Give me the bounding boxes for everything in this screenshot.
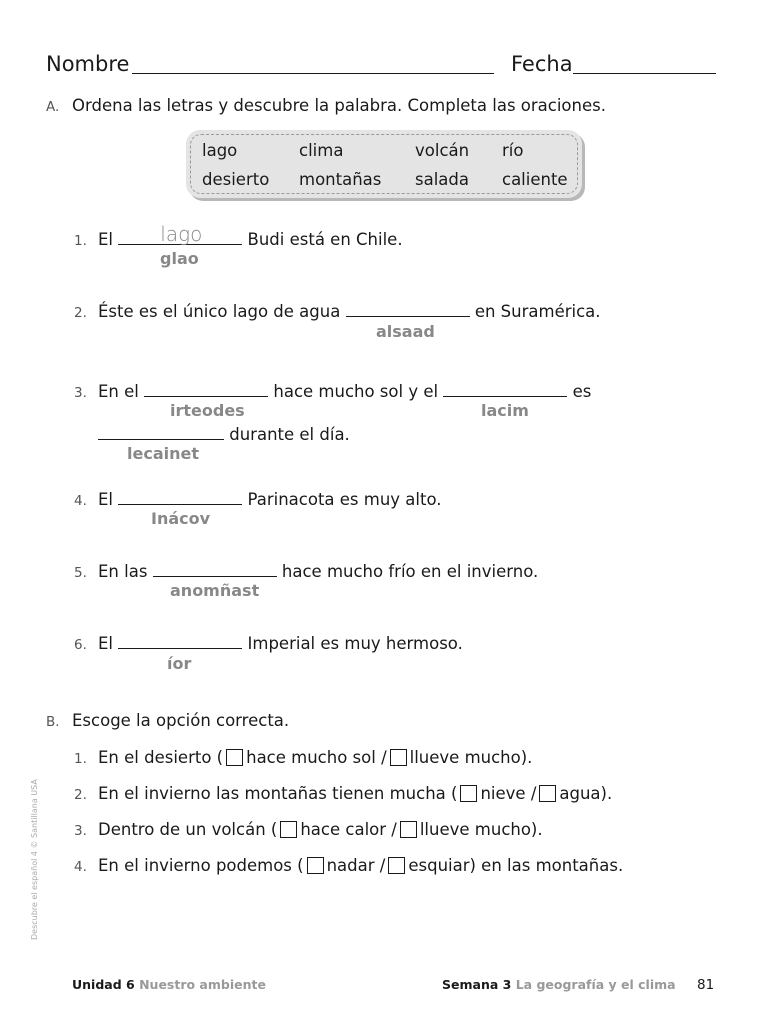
- word-bank-item: río: [502, 141, 524, 160]
- word-bank-item: lago: [202, 141, 238, 160]
- word-bank-item: clima: [299, 141, 344, 160]
- answer-blank[interactable]: [98, 423, 224, 440]
- word-bank-item: desierto: [202, 170, 270, 189]
- word-bank-item: caliente: [502, 170, 568, 189]
- exercise-a-1: 1. El lago Budi está en Chile.: [74, 222, 403, 249]
- exercise-a-3: 3. En el hace mucho sol y el es: [74, 382, 592, 401]
- option-checkbox[interactable]: [226, 749, 243, 766]
- exercise-a-2: 2. Éste es el único lago de agua en Suramérica.: [74, 302, 601, 321]
- option-checkbox[interactable]: [460, 785, 477, 802]
- name-field[interactable]: [132, 73, 494, 74]
- answer-blank[interactable]: [144, 380, 268, 397]
- exercise-b-3: 3. Dentro de un volcán ( hace calor / llueve mucho).: [74, 820, 543, 839]
- exercise-a-4: 4. El Parinacota es muy alto.: [74, 490, 442, 509]
- word-bank-item: volcán: [415, 141, 470, 160]
- exercise-a-6: 6. El Imperial es muy hermoso.: [74, 634, 463, 653]
- answer-blank[interactable]: [153, 560, 277, 577]
- scrambled-hint: lacim: [481, 401, 529, 420]
- date-label: Fecha: [511, 52, 573, 76]
- page-number: 81: [697, 977, 715, 993]
- scrambled-hint: alsaad: [376, 322, 435, 341]
- option-checkbox[interactable]: [388, 857, 405, 874]
- copyright-credit: Descubre el español 4 © Santillana USA: [30, 779, 39, 940]
- option-checkbox[interactable]: [400, 821, 417, 838]
- scrambled-hint: irteodes: [170, 401, 245, 420]
- section-a-instruction: A. Ordena las letras y descubre la palabra. Completa las oraciones.: [46, 96, 606, 115]
- section-a-letter: A.: [46, 99, 60, 115]
- section-b-instruction: B. Escoge la opción correcta.: [46, 711, 290, 730]
- section-b-letter: B.: [46, 714, 60, 730]
- option-checkbox[interactable]: [539, 785, 556, 802]
- answer-blank[interactable]: [118, 488, 242, 505]
- scrambled-hint: íor: [167, 654, 192, 673]
- word-bank-item: salada: [415, 170, 469, 189]
- date-field[interactable]: [573, 73, 716, 74]
- answer-blank[interactable]: [443, 380, 567, 397]
- scrambled-hint: lecainet: [127, 444, 199, 463]
- scrambled-hint: Inácov: [151, 509, 211, 528]
- exercise-b-4: 4. En el invierno podemos ( nadar / esquiar) en las montañas.: [74, 856, 624, 875]
- exercise-b-2: 2. En el invierno las montañas tienen mucha ( nieve / agua).: [74, 784, 613, 803]
- word-bank: [186, 130, 582, 198]
- exercise-a-5: 5. En las hace mucho frío en el invierno.: [74, 562, 539, 581]
- option-checkbox[interactable]: [307, 857, 324, 874]
- option-checkbox[interactable]: [390, 749, 407, 766]
- word-bank-item: montañas: [299, 170, 382, 189]
- name-label: Nombre: [46, 52, 130, 76]
- scrambled-hint: anomñast: [170, 581, 260, 600]
- option-checkbox[interactable]: [280, 821, 297, 838]
- handwritten-answer: lago: [160, 222, 203, 246]
- exercise-b-1: 1. En el desierto ( hace mucho sol / llueve mucho).: [74, 748, 533, 767]
- answer-blank[interactable]: [118, 632, 242, 649]
- exercise-a-3-line2: durante el día.: [98, 423, 350, 444]
- footer-unit: Unidad 6 Nuestro ambiente: [72, 977, 266, 992]
- footer-week: Semana 3 La geografía y el clima: [442, 977, 676, 992]
- answer-blank[interactable]: [118, 222, 242, 246]
- answer-blank[interactable]: [346, 300, 470, 317]
- scrambled-hint: glao: [160, 249, 199, 268]
